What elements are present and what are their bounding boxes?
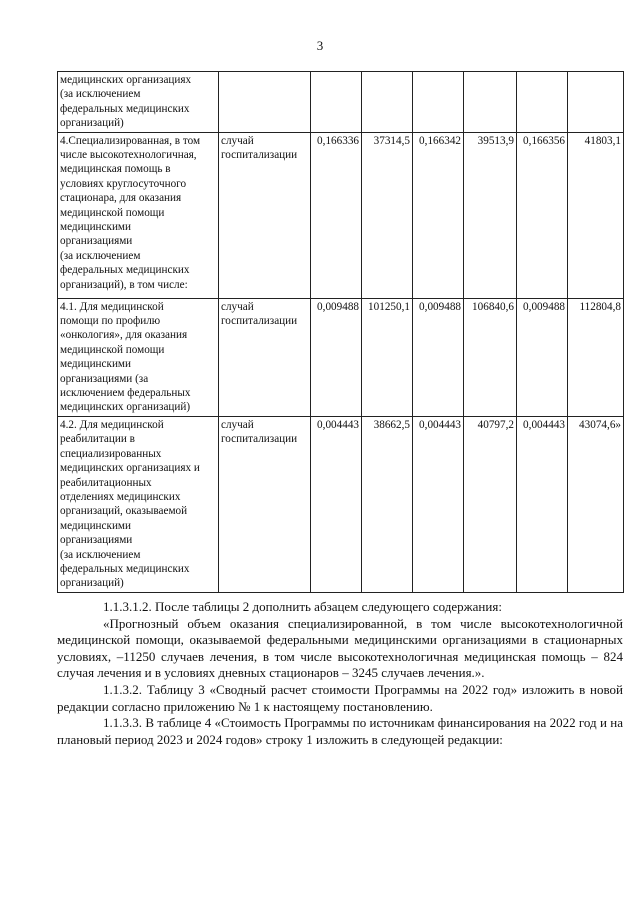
table-row <box>58 416 624 592</box>
value-cell: 0,009488 <box>413 298 464 416</box>
value-cell <box>568 72 624 133</box>
row-unit-cell <box>219 72 311 133</box>
value-cell: 106840,6 <box>464 298 517 416</box>
value-cell: 39513,9 <box>464 132 517 298</box>
value-cell: 0,004443 <box>517 416 568 592</box>
table-row <box>58 298 624 416</box>
paragraph: 1.1.3.1.2. После таблицы 2 дополнить абзацем следующего содержания: <box>103 599 502 614</box>
row-unit-cell: случай госпитализации <box>219 298 311 416</box>
body-text <box>57 599 623 748</box>
table-row <box>58 72 624 133</box>
value-cell: 0,166356 <box>517 132 568 298</box>
value-cell: 112804,8 <box>568 298 624 416</box>
value-cell <box>311 72 362 133</box>
row-name-cell: 4.2. Для медицинской реабилитации в специализированных медицинских организациях и реабилитационных отделениях медицинских организаций, оказываемой медицинскими организациями (за исключением федеральных медицинских организаций) <box>58 416 219 592</box>
value-cell: 37314,5 <box>362 132 413 298</box>
value-cell: 0,004443 <box>413 416 464 592</box>
row-unit-cell: случай госпитализации <box>219 132 311 298</box>
paragraph: 1.1.3.2. Таблицу 3 «Сводный расчет стоимости Программы на 2022 год» изложить в новой редакции согласно приложению № 1 к настоящему постановлению. <box>57 681 623 714</box>
value-cell: 101250,1 <box>362 298 413 416</box>
value-cell: 0,166342 <box>413 132 464 298</box>
row-name-cell: 4.1. Для медицинской помощи по профилю «онкология», для оказания медицинской помощи медицинскими организациями (за исключением федеральных медицинских организаций) <box>58 298 219 416</box>
value-cell <box>517 72 568 133</box>
value-cell <box>362 72 413 133</box>
paragraph: 1.1.3.3. В таблице 4 «Стоимость Программы по источникам финансирования на 2022 год и на плановый период 2023 и 2024 годов» строку 1 изложить в следующей редакции: <box>57 715 623 747</box>
row-unit-cell: случай госпитализации <box>219 416 311 592</box>
value-cell: 41803,1 <box>568 132 624 298</box>
value-cell <box>413 72 464 133</box>
value-cell: 0,009488 <box>311 298 362 416</box>
value-cell: 43074,6» <box>568 416 624 592</box>
volume-cost-table <box>57 71 624 593</box>
value-cell: 0,166336 <box>311 132 362 298</box>
value-cell: 0,009488 <box>517 298 568 416</box>
page-number: 3 <box>316 38 324 53</box>
value-cell: 0,004443 <box>311 416 362 592</box>
row-name-cell: медицинских организациях (за исключением федеральных медицинских организаций) <box>58 72 219 133</box>
paragraph: «Прогнозный объем оказания специализированной, в том числе высокотехнологичной медицинской помощи, оказываемой федеральными медицинскими организациями в стационарных условиях, –11250 случаев лечения, в том числе высокотехнологичная медицинская помощь – 824 случая лечения и в условиях дневных стационаров – 3245 случаев лечения.». <box>57 615 623 681</box>
value-cell <box>464 72 517 133</box>
value-cell: 40797,2 <box>464 416 517 592</box>
table-row <box>58 132 624 298</box>
row-name-cell: 4.Специализированная, в том числе высокотехнологичная, медицинская помощь в условиях круглосуточного стационара, для оказания медицинской помощи медицинскими организациями (за исключением федеральных медицинских организаций), в том числе: <box>58 132 219 298</box>
value-cell: 38662,5 <box>362 416 413 592</box>
